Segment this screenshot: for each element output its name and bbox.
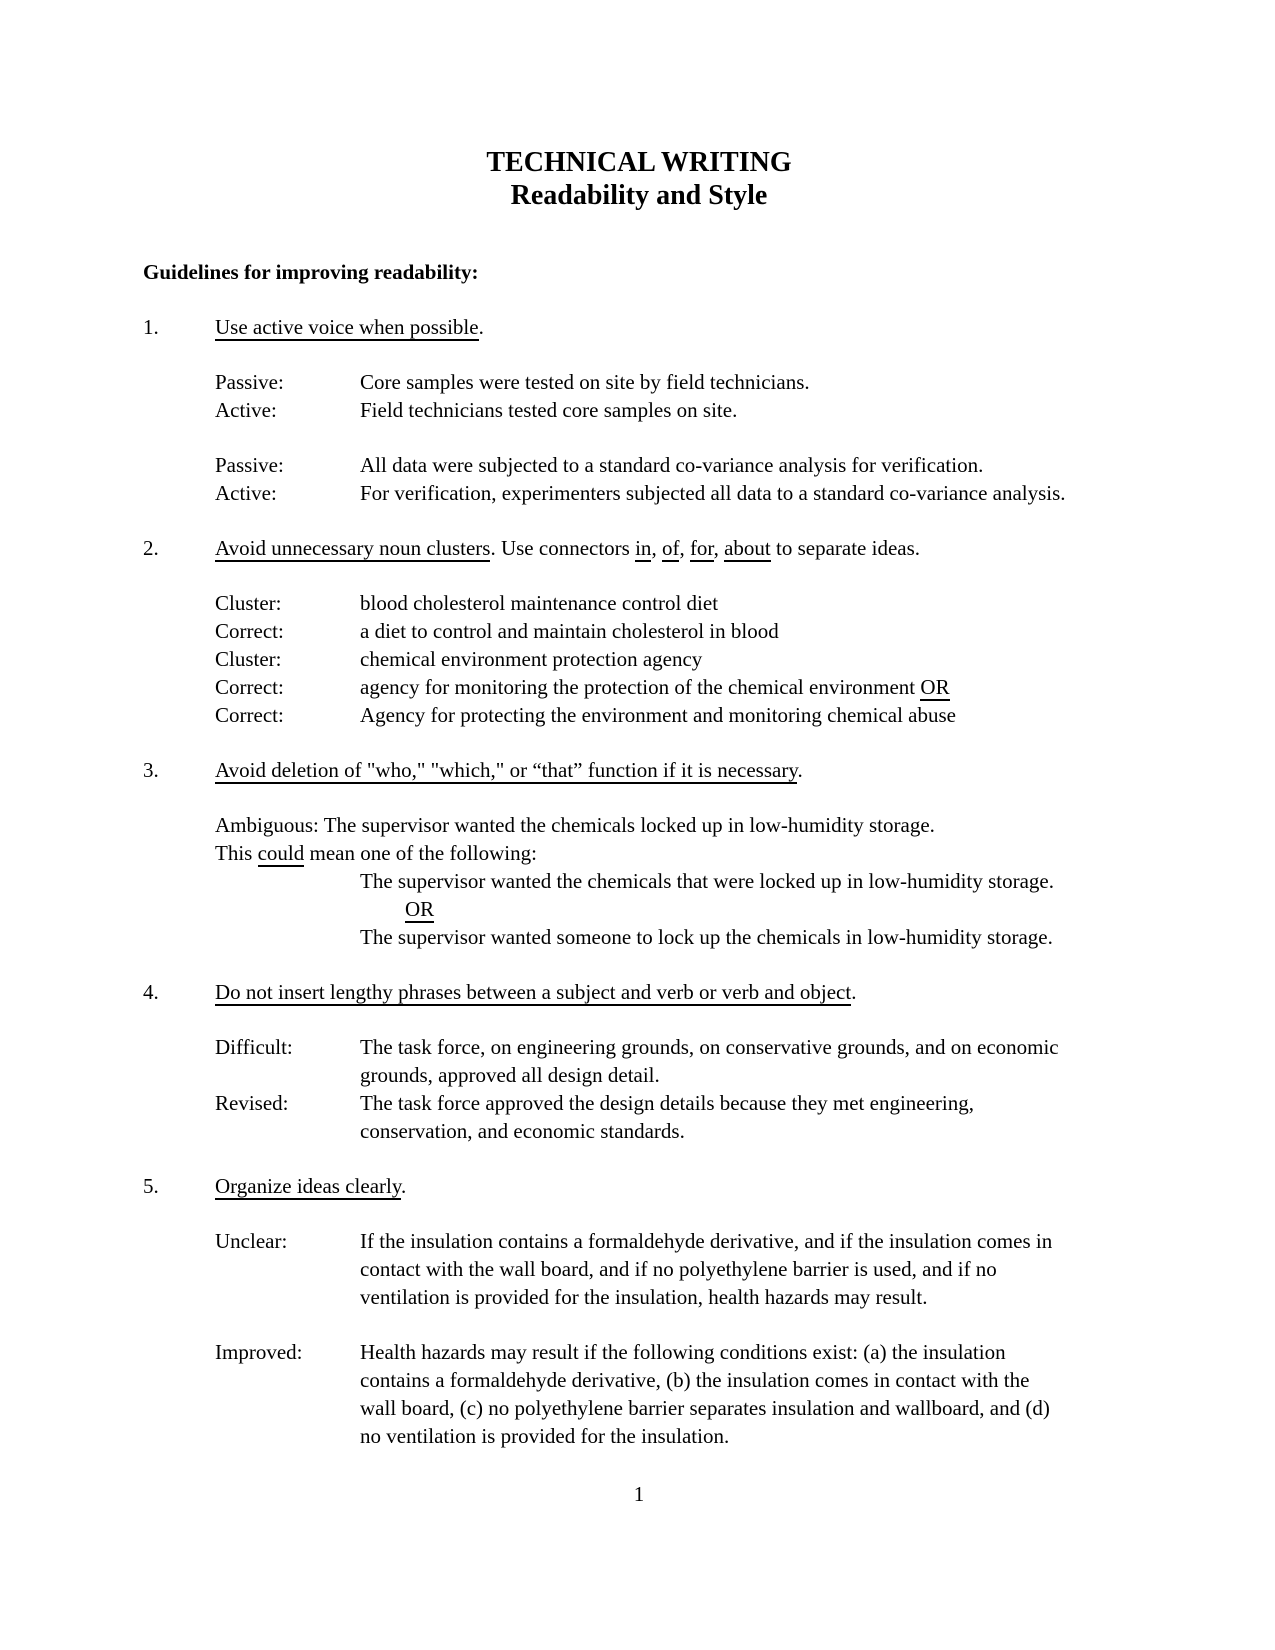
example-row xyxy=(143,617,1135,645)
example-row xyxy=(143,451,1135,479)
text-line: This could mean one of the following: xyxy=(215,841,537,865)
text-line: For verification, experimenters subjected all data to a standard co-variance analysis. xyxy=(360,481,1066,505)
example-label: Passive: xyxy=(215,453,284,477)
example-label: Difficult: xyxy=(215,1035,293,1059)
text-line: contains a formaldehyde derivative, (b) the insulation comes in contact with the xyxy=(360,1368,1030,1392)
example-label: Improved: xyxy=(215,1340,303,1364)
example-group xyxy=(143,1338,1135,1450)
text-line: grounds, approved all design detail. xyxy=(360,1063,660,1087)
title-line-1: TECHNICAL WRITING xyxy=(486,147,792,178)
example-row xyxy=(143,1227,1135,1311)
text-line: Field technicians tested core samples on site. xyxy=(360,398,738,422)
section-number: 1. xyxy=(143,315,159,339)
intro-heading: Guidelines for improving readability: xyxy=(143,260,479,284)
example-label: Passive: xyxy=(215,370,284,394)
ambiguity-example xyxy=(143,811,1135,951)
text-line: Ambiguous: The supervisor wanted the chemicals locked up in low-humidity storage. xyxy=(215,813,935,837)
section-4 xyxy=(143,978,1135,1145)
example-row xyxy=(143,396,1135,424)
text-line: Core samples were tested on site by field technicians. xyxy=(360,370,810,394)
section-heading: Avoid deletion of "who," "which," or “that” function if it is necessary. xyxy=(215,758,803,782)
example-label: Cluster: xyxy=(215,647,282,671)
text-line: Health hazards may result if the following conditions exist: (a) the insulation xyxy=(360,1340,1006,1364)
section-number: 2. xyxy=(143,536,159,560)
text-line: Agency for protecting the environment and monitoring chemical abuse xyxy=(360,703,956,727)
text-line: contact with the wall board, and if no polyethylene barrier is used, and if no xyxy=(360,1257,997,1281)
text-line: ventilation is provided for the insulation, health hazards may result. xyxy=(360,1285,928,1309)
document-title xyxy=(143,146,1135,212)
section-5 xyxy=(143,1172,1135,1450)
section-number: 5. xyxy=(143,1174,159,1198)
text-line: blood cholesterol maintenance control diet xyxy=(360,591,719,615)
text-line: chemical environment protection agency xyxy=(360,647,703,671)
text-line: All data were subjected to a standard co-variance analysis for verification. xyxy=(360,453,984,477)
section-number: 4. xyxy=(143,980,159,1004)
example-group xyxy=(143,1227,1135,1311)
text-line: wall board, (c) no polyethylene barrier separates insulation and wallboard, and (d) xyxy=(360,1396,1050,1420)
section-heading: Do not insert lengthy phrases between a subject and verb or verb and object. xyxy=(215,980,857,1004)
section-number: 3. xyxy=(143,758,159,782)
text-line: a diet to control and maintain cholesterol in blood xyxy=(360,619,779,643)
page-number: 1 xyxy=(633,1482,645,1506)
text-line: agency for monitoring the protection of the chemical environment OR xyxy=(360,675,950,699)
example-row xyxy=(143,1033,1135,1089)
text-line: The task force, on engineering grounds, on conservative grounds, and on economic xyxy=(360,1035,1059,1059)
example-row xyxy=(143,1338,1135,1450)
example-label: Correct: xyxy=(215,675,284,699)
example-row xyxy=(143,589,1135,617)
example-label: Correct: xyxy=(215,619,284,643)
text-line: The supervisor wanted someone to lock up the chemicals in low-humidity storage. xyxy=(360,925,1053,949)
example-label: Cluster: xyxy=(215,591,282,615)
example-label: Active: xyxy=(215,481,277,505)
example-group xyxy=(143,368,1135,424)
section-3 xyxy=(143,756,1135,951)
example-label: Correct: xyxy=(215,703,284,727)
example-group xyxy=(143,1033,1135,1145)
section-heading: Use active voice when possible. xyxy=(215,315,484,339)
example-row xyxy=(143,673,1135,701)
example-group xyxy=(143,451,1135,507)
text-line: OR xyxy=(405,897,435,921)
example-group xyxy=(143,589,1135,729)
example-label: Active: xyxy=(215,398,277,422)
text-line: conservation, and economic standards. xyxy=(360,1119,685,1143)
example-row xyxy=(143,479,1135,507)
section-2 xyxy=(143,534,1135,729)
text-line: If the insulation contains a formaldehyde derivative, and if the insulation comes in xyxy=(360,1229,1053,1253)
example-row xyxy=(143,701,1135,729)
section-1 xyxy=(143,313,1135,507)
example-label: Revised: xyxy=(215,1091,289,1115)
title-line-2: Readability and Style xyxy=(510,180,768,211)
text-line: no ventilation is provided for the insulation. xyxy=(360,1424,730,1448)
example-label: Unclear: xyxy=(215,1229,288,1253)
text-line: The task force approved the design details because they met engineering, xyxy=(360,1091,975,1115)
section-heading: Organize ideas clearly. xyxy=(215,1174,407,1198)
example-row xyxy=(143,645,1135,673)
text-line: The supervisor wanted the chemicals that were locked up in low-humidity storage. xyxy=(360,869,1054,893)
section-heading: Avoid unnecessary noun clusters. Use connectors in, of, for, about to separate ideas. xyxy=(215,536,921,560)
example-row xyxy=(143,1089,1135,1145)
example-row xyxy=(143,368,1135,396)
